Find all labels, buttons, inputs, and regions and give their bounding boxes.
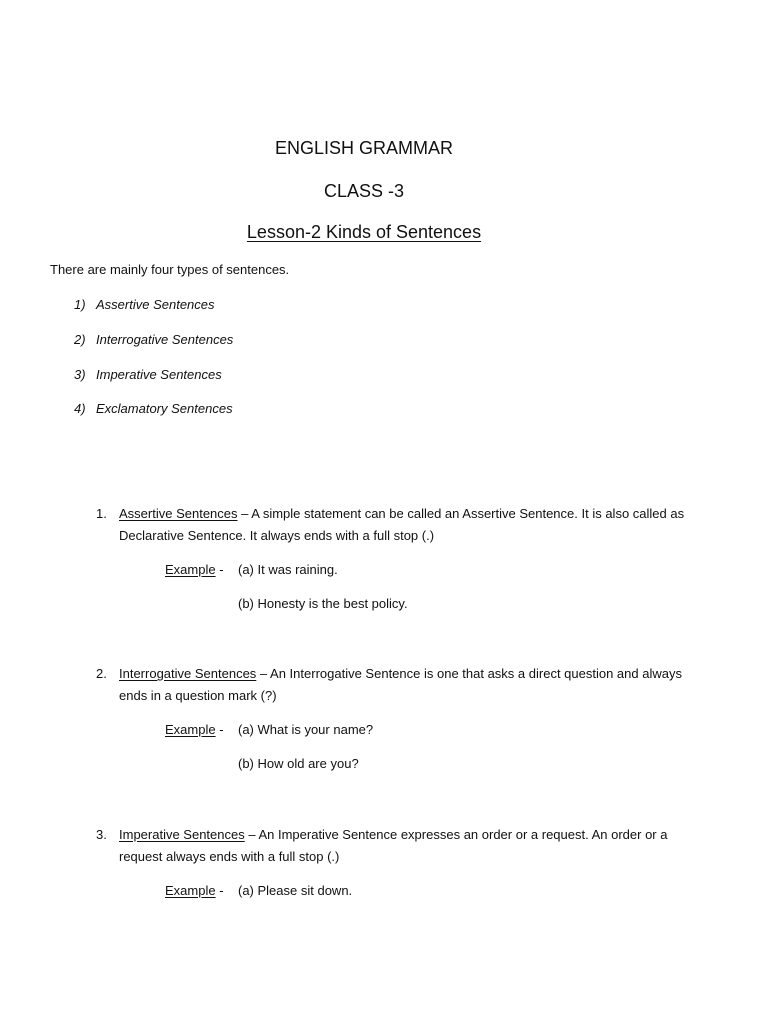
example-label bbox=[165, 562, 224, 577]
section-number: 3. bbox=[96, 827, 107, 842]
term-imperative: Imperative Sentences bbox=[119, 827, 245, 842]
list-number: 1) bbox=[74, 297, 86, 312]
types-list-item bbox=[74, 332, 233, 347]
section-number: 1. bbox=[96, 506, 107, 521]
definition-body bbox=[119, 824, 686, 868]
definition-text: – A simple statement can be called an Assertive Sentence. It is also called as Declarative Sentence. It always ends with a full stop (.) bbox=[119, 506, 685, 543]
definition-imperative bbox=[96, 824, 686, 868]
definition-interrogative bbox=[96, 663, 686, 707]
types-list-item bbox=[74, 297, 215, 312]
intro-text: There are mainly four types of sentences. bbox=[50, 262, 290, 277]
document-title: ENGLISH GRAMMAR bbox=[274, 138, 454, 158]
example-text: (a) What is your name? bbox=[238, 722, 374, 737]
example-label bbox=[165, 722, 224, 737]
list-label: Imperative Sentences bbox=[96, 367, 222, 382]
lesson-title: Lesson-2 Kinds of Sentences bbox=[246, 222, 482, 242]
example-word: Example bbox=[165, 883, 216, 898]
class-label: CLASS -3 bbox=[323, 181, 405, 201]
example-dash: - bbox=[215, 883, 224, 898]
list-label: Assertive Sentences bbox=[96, 297, 215, 312]
definition-body bbox=[119, 663, 686, 707]
example-dash: - bbox=[215, 562, 224, 577]
example-text: (b) Honesty is the best policy. bbox=[238, 596, 408, 611]
example-text: (a) It was raining. bbox=[238, 562, 338, 577]
example-text: (b) How old are you? bbox=[238, 756, 359, 771]
types-list-item bbox=[74, 401, 233, 416]
list-number: 4) bbox=[74, 401, 86, 416]
definition-text: – An Interrogative Sentence is one that asks a direct question and always ends in a question mark (?) bbox=[119, 666, 682, 703]
types-list-item bbox=[74, 367, 222, 382]
example-word: Example bbox=[165, 722, 216, 737]
list-number: 3) bbox=[74, 367, 86, 382]
definition-assertive bbox=[96, 503, 686, 547]
list-label: Exclamatory Sentences bbox=[96, 401, 233, 416]
definition-text: – An Imperative Sentence expresses an order or a request. An order or a request always ends with a full stop (.) bbox=[119, 827, 668, 864]
section-number: 2. bbox=[96, 666, 107, 681]
term-interrogative: Interrogative Sentences bbox=[119, 666, 257, 681]
example-dash: - bbox=[215, 722, 224, 737]
list-label: Interrogative Sentences bbox=[96, 332, 234, 347]
list-number: 2) bbox=[74, 332, 86, 347]
example-word: Example bbox=[165, 562, 216, 577]
example-label bbox=[165, 883, 224, 898]
example-text: (a) Please sit down. bbox=[238, 883, 353, 898]
definition-body bbox=[119, 503, 686, 547]
term-assertive: Assertive Sentences bbox=[119, 506, 238, 521]
